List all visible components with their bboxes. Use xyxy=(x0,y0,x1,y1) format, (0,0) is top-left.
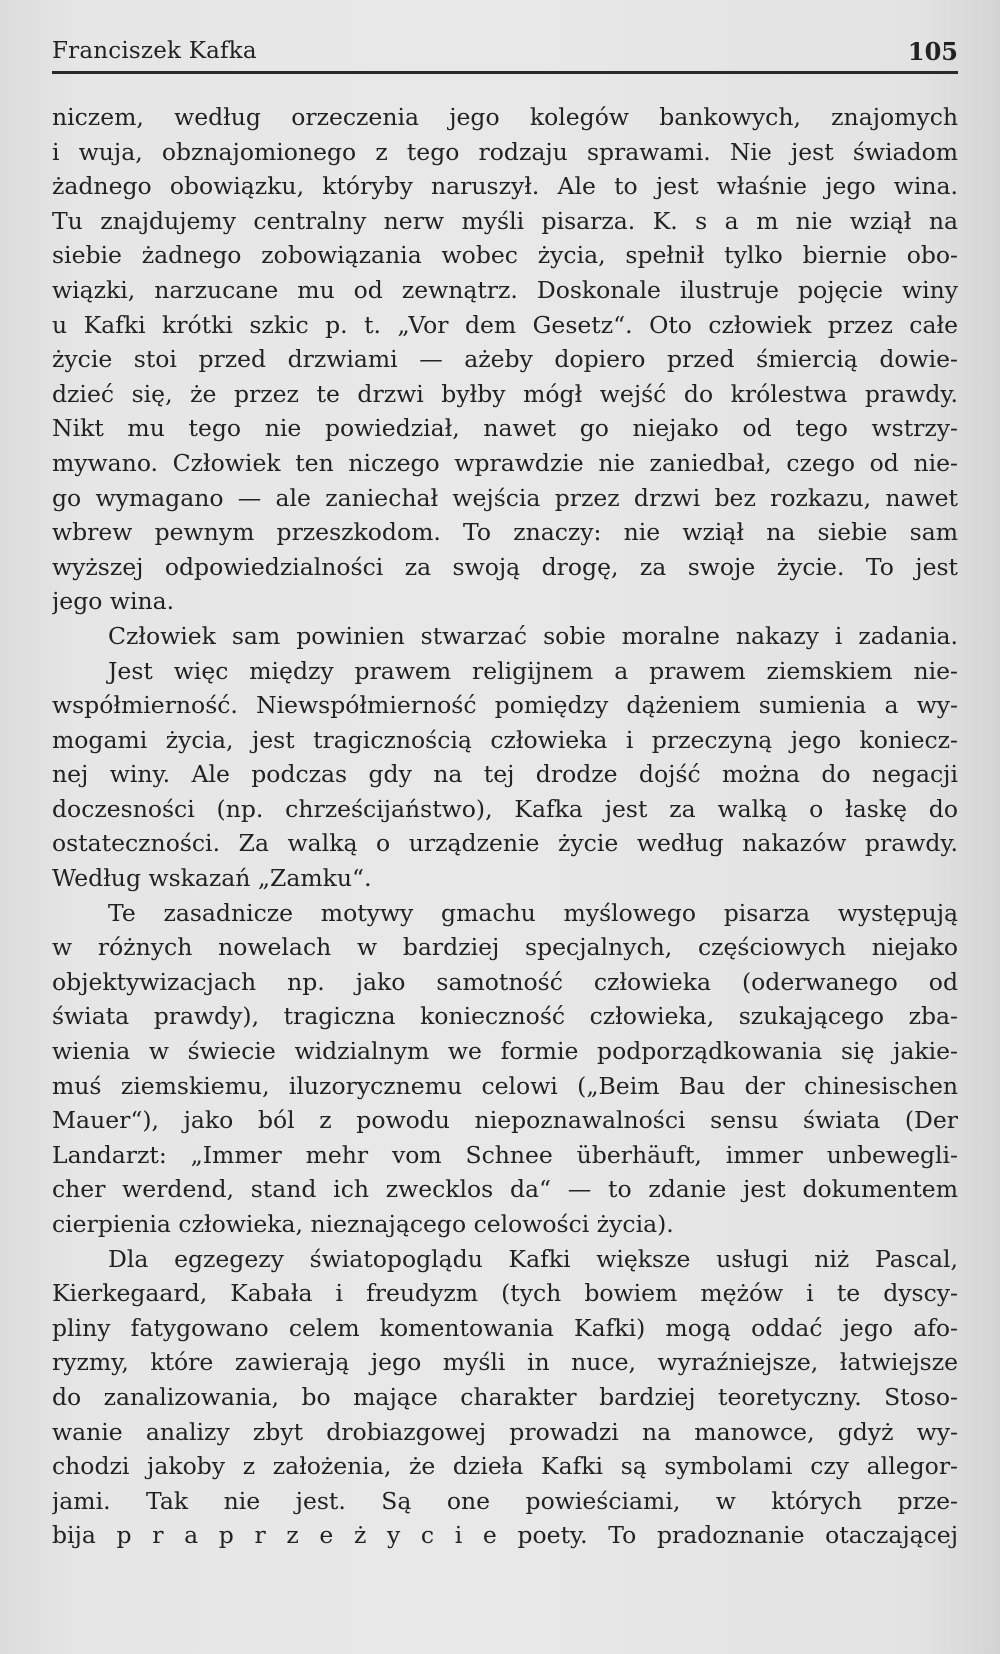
text-line: Człowiek sam powinien stwarzać sobie moralne nakazy i zadania. xyxy=(108,621,958,650)
text-line: ryzmy, które zawierają jego myśli in nuce, wyraźniejsze, łatwiejsze xyxy=(52,1348,958,1377)
text-line: pliny fatygowano celem komentowania Kafki) mogą oddać jego afo- xyxy=(52,1313,958,1342)
header-rule xyxy=(52,71,958,74)
text-line: Jest więc między prawem religijnem a prawem ziemskiem nie- xyxy=(108,656,958,685)
text-line: do zanalizowania, bo mające charakter bardziej teoretyczny. Stoso- xyxy=(52,1382,958,1411)
text-line: Dla egzegezy światopoglądu Kafki większe usługi niż Pascal, xyxy=(108,1244,958,1273)
text-line: wyższej odpowiedzialności za swoją drogę, za swoje życie. To jest xyxy=(52,552,958,581)
text-line: życie stoi przed drzwiami — ażeby dopiero przed śmiercią dowie- xyxy=(52,345,958,374)
text-line: wienia w świecie widzialnym we formie podporządkowania się jakie- xyxy=(52,1037,958,1066)
running-header xyxy=(52,34,958,74)
text-line: świata prawdy), tragiczna konieczność człowieka, szukającego zba- xyxy=(52,1002,958,1031)
text-line: muś ziemskiemu, iluzorycznemu celowi („Beim Bau der chinesischen xyxy=(52,1071,958,1100)
text-line: objektywizacjach np. jako samotność człowieka (oderwanego od xyxy=(52,967,958,996)
page-number: 105 xyxy=(907,37,958,66)
text-line: jami. Tak nie jest. Są one powieściami, w których prze- xyxy=(52,1486,958,1515)
text-line: siebie żadnego zobowiązania wobec życia, spełnił tylko biernie obo- xyxy=(52,241,958,270)
text-line: go wymagano — ale zaniechał wejścia przez drzwi bez rozkazu, nawet xyxy=(52,483,958,512)
text-line: mogami życia, jest tragicznością człowieka i przeczyną jego koniecz- xyxy=(52,725,958,754)
text-line: dzieć się, że przez te drzwi byłby mógł wejść do królestwa prawdy. xyxy=(52,379,958,408)
text-line: Tu znajdujemy centralny nerw myśli pisarza. K. s a m nie wziął na xyxy=(52,206,958,235)
text-line: współmierność. Niewspółmierność pomiędzy dążeniem sumienia a wy- xyxy=(52,691,958,720)
text-line: Kierkegaard, Kabała i freudyzm (tych bowiem mężów i te dyscy- xyxy=(52,1279,958,1308)
text-line: Nikt mu tego nie powiedział, nawet go niejako od tego wstrzy- xyxy=(52,414,958,443)
body-text xyxy=(52,100,958,1553)
text-line: Mauer“), jako ból z powodu niepoznawalności sensu świata (Der xyxy=(52,1106,958,1135)
text-line: żadnego obowiązku, któryby naruszył. Ale to jest właśnie jego wina. xyxy=(52,172,958,201)
running-head-title: Franciszek Kafka xyxy=(52,38,257,64)
text-line: w różnych nowelach w bardziej specjalnych, częściowych niejako xyxy=(52,933,958,962)
text-line: u Kafki krótki szkic p. t. „Vor dem Gesetz“. Oto człowiek przez całe xyxy=(52,310,958,339)
text-line: wanie analizy zbyt drobiazgowej prowadzi na manowce, gdyż wy- xyxy=(52,1417,958,1446)
text-line: ostateczności. Za walką o urządzenie życie według nakazów prawdy. xyxy=(52,829,958,858)
text-line: Landarzt: „Immer mehr vom Schnee überhäuft, immer unbewegli- xyxy=(52,1140,958,1169)
text-line: wbrew pewnym przeszkodom. To znaczy: nie wziął na siebie sam xyxy=(52,518,958,547)
text-line: cierpienia człowieka, nieznającego celowości życia). xyxy=(52,1210,674,1238)
text-line: nej winy. Ale podczas gdy na tej drodze dojść można do negacji xyxy=(52,760,958,789)
text-line: i wuja, obznajomionego z tego rodzaju sprawami. Nie jest świadom xyxy=(52,137,958,166)
text-line: mywano. Człowiek ten niczego wprawdzie nie zaniedbał, czego od nie- xyxy=(52,448,958,477)
text-line: Według wskazań „Zamku“. xyxy=(52,864,372,893)
text-line: bija p r a p r z e ż y c i e poety. To pradoznanie otaczającej xyxy=(52,1521,958,1550)
text-line: wiązki, narzucane mu od zewnątrz. Doskonale ilustruje pojęcie winy xyxy=(52,275,958,304)
text-line: chodzi jakoby z założenia, że dzieła Kafki są symbolami czy allegor- xyxy=(52,1452,958,1481)
text-line: cher werdend, stand ich zwecklos da“ — to zdanie jest dokumentem xyxy=(52,1175,958,1204)
text-line: jego wina. xyxy=(52,587,175,616)
text-line: Te zasadnicze motywy gmachu myślowego pisarza występują xyxy=(108,898,958,927)
text-line: niczem, według orzeczenia jego kolegów bankowych, znajomych xyxy=(52,103,958,131)
text-line: doczesności (np. chrześcijaństwo), Kafka jest za walką o łaskę do xyxy=(52,794,958,823)
